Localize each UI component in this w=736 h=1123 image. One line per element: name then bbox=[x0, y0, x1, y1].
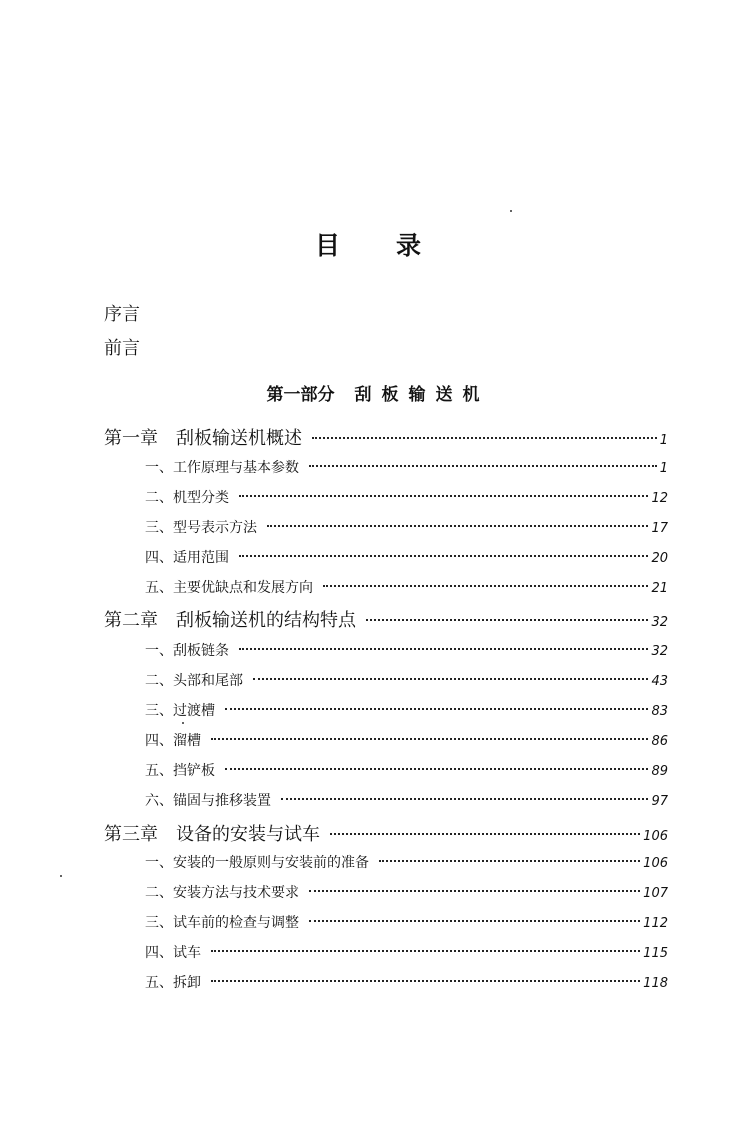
chapter-number: 第一章 bbox=[104, 428, 158, 449]
dot-leader bbox=[211, 738, 648, 740]
section-title: 三、试车前的检查与调整 bbox=[145, 915, 299, 931]
dot-leader bbox=[281, 798, 648, 800]
toc-section-entry[interactable] bbox=[145, 972, 668, 992]
toc-section-entry[interactable] bbox=[145, 700, 668, 720]
page-number: 83 bbox=[651, 704, 668, 719]
section-title: 六、锚固与推移装置 bbox=[145, 793, 271, 809]
dot-leader bbox=[309, 890, 640, 892]
dot-leader bbox=[366, 619, 648, 621]
chapter-number: 第二章 bbox=[104, 610, 158, 631]
page-number: 32 bbox=[651, 644, 668, 659]
page-number: 86 bbox=[651, 734, 668, 749]
section-title: 五、拆卸 bbox=[145, 975, 201, 991]
part-label: 第一部分 bbox=[266, 385, 335, 405]
toc-section-entry[interactable] bbox=[145, 670, 668, 690]
dot-leader bbox=[239, 555, 648, 557]
front-matter-foreword: 前言 bbox=[104, 338, 140, 359]
toc-chapter-entry[interactable] bbox=[104, 606, 668, 632]
front-matter-preface: 序言 bbox=[104, 304, 140, 325]
toc-section-entry[interactable] bbox=[145, 852, 668, 872]
dot-leader bbox=[309, 920, 640, 922]
toc-section-entry[interactable] bbox=[145, 640, 668, 660]
dot-leader bbox=[253, 678, 648, 680]
section-title: 三、过渡槽 bbox=[145, 703, 215, 719]
section-title: 一、安装的一般原则与安装前的准备 bbox=[145, 855, 369, 871]
page-number: 17 bbox=[651, 521, 668, 536]
toc-section-entry[interactable] bbox=[145, 457, 668, 477]
toc-chapter-entry[interactable] bbox=[104, 424, 668, 450]
page-number: 106 bbox=[643, 829, 668, 844]
section-title: 二、头部和尾部 bbox=[145, 673, 243, 689]
chapter-title: 刮板输送机概述 bbox=[176, 428, 302, 449]
title-char-left: 目 bbox=[314, 231, 340, 260]
dot-leader bbox=[312, 437, 657, 439]
section-title: 五、主要优缺点和发展方向 bbox=[145, 580, 313, 596]
toc-section-entry[interactable] bbox=[145, 790, 668, 810]
dot-leader bbox=[225, 768, 648, 770]
toc-section-entry[interactable] bbox=[145, 942, 668, 962]
dot-leader bbox=[225, 708, 648, 710]
toc-section-entry[interactable] bbox=[145, 912, 668, 932]
section-title: 二、机型分类 bbox=[145, 490, 229, 506]
page-number: 115 bbox=[643, 946, 668, 961]
page-number: 89 bbox=[651, 764, 668, 779]
dot-leader bbox=[211, 980, 640, 982]
dot-leader bbox=[239, 648, 648, 650]
title-char-right: 录 bbox=[396, 231, 422, 260]
page-number: 1 bbox=[659, 433, 668, 448]
dot-leader bbox=[309, 465, 657, 467]
toc-section-entry[interactable] bbox=[145, 487, 668, 507]
toc-section-entry[interactable] bbox=[145, 882, 668, 902]
dot-leader bbox=[211, 950, 640, 952]
page-number: 32 bbox=[651, 615, 668, 630]
page-number: 112 bbox=[643, 916, 668, 931]
dot-leader bbox=[379, 860, 640, 862]
toc-section-entry[interactable] bbox=[145, 730, 668, 750]
page-number: 21 bbox=[651, 581, 668, 596]
section-title: 四、适用范围 bbox=[145, 550, 229, 566]
chapter-number: 第三章 bbox=[104, 824, 158, 845]
page-number: 118 bbox=[643, 976, 668, 991]
section-title: 三、型号表示方法 bbox=[145, 520, 257, 536]
scan-speck bbox=[510, 210, 512, 212]
page-number: 107 bbox=[643, 886, 668, 901]
page-number: 1 bbox=[659, 461, 668, 476]
part-title: 刮板输送机 bbox=[354, 385, 490, 405]
page-number: 12 bbox=[651, 491, 668, 506]
page-number: 20 bbox=[651, 551, 668, 566]
toc-section-entry[interactable] bbox=[145, 547, 668, 567]
scan-speck bbox=[182, 722, 184, 724]
chapter-title: 刮板输送机的结构特点 bbox=[176, 610, 356, 631]
toc-section-entry[interactable] bbox=[145, 577, 668, 597]
scan-speck bbox=[60, 875, 62, 877]
part-heading bbox=[0, 380, 736, 405]
section-title: 二、安装方法与技术要求 bbox=[145, 885, 299, 901]
dot-leader bbox=[330, 833, 640, 835]
section-title: 一、工作原理与基本参数 bbox=[145, 460, 299, 476]
section-title: 四、溜槽 bbox=[145, 733, 201, 749]
page-number: 106 bbox=[643, 856, 668, 871]
page-number: 43 bbox=[651, 674, 668, 689]
dot-leader bbox=[239, 495, 648, 497]
page-number: 97 bbox=[651, 794, 668, 809]
toc-chapter-entry[interactable] bbox=[104, 820, 668, 846]
section-title: 五、挡铲板 bbox=[145, 763, 215, 779]
dot-leader bbox=[323, 585, 648, 587]
page-title bbox=[0, 226, 736, 262]
toc-section-entry[interactable] bbox=[145, 760, 668, 780]
dot-leader bbox=[267, 525, 648, 527]
section-title: 四、试车 bbox=[145, 945, 201, 961]
section-title: 一、刮板链条 bbox=[145, 643, 229, 659]
chapter-title: 设备的安装与试车 bbox=[176, 824, 320, 845]
toc-section-entry[interactable] bbox=[145, 517, 668, 537]
